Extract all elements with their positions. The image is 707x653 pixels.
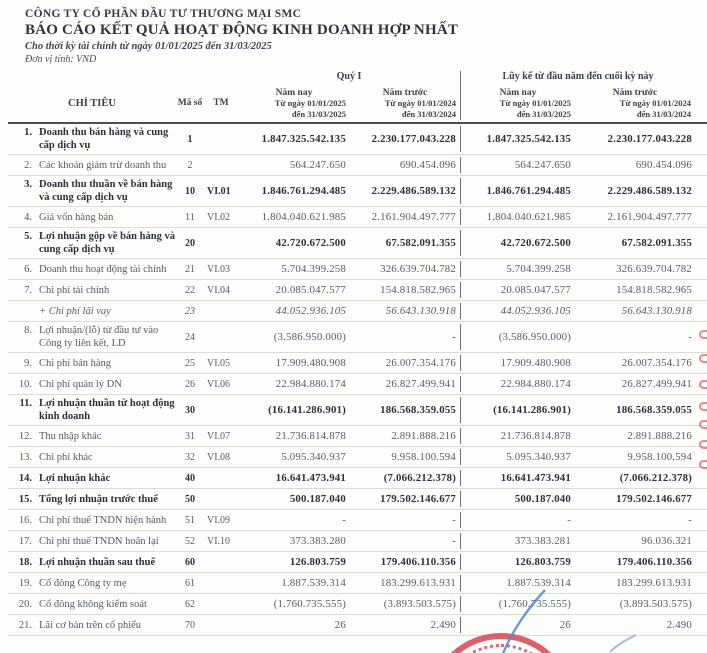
row-ma-so: 60 — [185, 556, 195, 568]
table-row — [8, 573, 707, 594]
row-q1-prior-value: 2.490 — [430, 619, 456, 631]
row-tm-note: VI.09 — [207, 514, 231, 526]
row-tm-note: VI.04 — [207, 284, 231, 296]
row-cum-current-value: 17.909.480.908 — [460, 355, 575, 371]
row-q1-current-value: 44.052.936.105 — [275, 305, 346, 317]
table-row — [8, 374, 707, 395]
row-label: Doanh thu thuần về bán hàng và cung cấp dịch vụ — [39, 179, 173, 203]
report-title: BÁO CÁO KẾT QUẢ HOẠT ĐỘNG KINH DOANH HỢP NHẤT — [25, 22, 459, 38]
red-edge-stamp-fragment — [699, 440, 707, 449]
table-row — [8, 395, 707, 426]
row-q1-prior-value: 67.582.091.355 — [385, 237, 456, 249]
row-label: Tổng lợi nhuận trước thuế — [39, 493, 158, 505]
row-cum-prior-value: 96.036.321 — [641, 535, 692, 547]
row-label-cell — [8, 126, 176, 152]
row-number: 2. — [24, 159, 32, 171]
table-row — [8, 124, 707, 155]
row-q1-current-value: 373.383.280 — [289, 535, 346, 547]
row-ma-so: 61 — [185, 577, 195, 589]
row-cum-prior-value: 2.490 — [666, 619, 692, 631]
row-label-cell — [8, 493, 176, 506]
table-row — [8, 510, 707, 531]
row-q1-current-value: 42.720.672.500 — [275, 237, 346, 249]
row-number: 15. — [18, 493, 32, 505]
pen-stroke-short — [610, 635, 636, 652]
row-q1-current-value: 16.641.473.941 — [275, 472, 346, 484]
row-number: 4. — [24, 211, 32, 223]
table-row — [8, 531, 707, 552]
report-period: Cho thời kỳ tài chính từ ngày 01/01/2025 đến 31/03/2025 — [25, 41, 272, 52]
row-label-cell — [8, 598, 176, 611]
row-q1-current-value: 21.736.814.878 — [275, 430, 346, 442]
row-label-cell — [8, 556, 176, 569]
row-cum-current-value: 126.803.759 — [460, 554, 575, 570]
row-q1-prior-value: 183.299.613.931 — [380, 577, 456, 589]
row-number: 21. — [18, 619, 32, 631]
row-cum-current-value: 16.641.473.941 — [460, 470, 575, 486]
row-number: 17. — [18, 535, 32, 547]
row-cum-current-value: 1.847.325.542.135 — [460, 126, 575, 152]
row-label: Lãi cơ bản trên cổ phiếu — [39, 619, 142, 631]
row-ma-so: 22 — [185, 284, 195, 296]
row-label: Lợi nhuận gộp về bán hàng và cung cấp dịch vụ — [39, 231, 175, 255]
row-label: Cổ đông Công ty mẹ — [39, 577, 127, 589]
row-cum-prior-value: - — [688, 514, 692, 526]
row-cum-prior-value: 183.299.613.931 — [616, 577, 692, 589]
header-range-prev-line1: Từ ngày 01/01/2024 — [384, 98, 456, 108]
row-tm-note: VI.10 — [207, 535, 231, 547]
row-cum-current-value: 42.720.672.500 — [460, 230, 575, 256]
header-nam-nay: Năm nay — [275, 88, 313, 98]
table-row — [8, 301, 707, 322]
row-q1-current-value: 1.846.761.294.485 — [261, 185, 346, 197]
row-label-cell — [8, 211, 176, 224]
row-label: + Chi phí lãi vay — [39, 305, 111, 317]
row-label-cell — [8, 284, 176, 297]
row-q1-current-value: - — [342, 514, 346, 526]
red-stamp-inner-ring — [439, 644, 563, 653]
row-q1-current-value: 126.803.759 — [289, 556, 346, 568]
row-q1-current-value: (16.141.286.901) — [268, 404, 346, 416]
row-label: Chi phí bán hàng — [39, 357, 112, 369]
row-cum-prior-value: 179.406.110.356 — [616, 556, 692, 568]
row-cum-prior-value: 9.958.100.594 — [627, 451, 692, 463]
table-row — [8, 176, 707, 207]
row-cum-current-value: (1.760.735.555) — [460, 596, 575, 612]
row-number: 18. — [18, 556, 32, 568]
header-nam-truoc: Năm trước — [612, 88, 658, 98]
table-row — [8, 468, 707, 489]
row-cum-prior-value: (3.893.503.575) — [619, 598, 692, 610]
row-label-cell — [8, 577, 176, 590]
red-edge-stamp-fragment — [699, 330, 707, 339]
row-cum-current-value: 500.187.040 — [460, 491, 575, 507]
row-label-cell — [8, 357, 176, 370]
row-ma-so: 26 — [185, 378, 195, 390]
row-q1-prior-value: - — [452, 535, 456, 547]
row-ma-so: 24 — [185, 331, 195, 343]
row-label: Doanh thu hoạt động tài chính — [39, 263, 167, 275]
row-q1-prior-value: 9.958.100.594 — [391, 451, 456, 463]
row-number: 16. — [18, 514, 32, 526]
row-cum-current-value: (16.141.286.901) — [460, 397, 575, 423]
table-row — [8, 353, 707, 374]
header-ma-so: Mã số — [177, 97, 203, 108]
row-cum-current-value: 1.846.761.294.485 — [460, 178, 575, 204]
row-q1-prior-value: 154.818.582.965 — [380, 284, 456, 296]
row-ma-so: 62 — [185, 598, 195, 610]
row-cum-current-value: 1.887.539.314 — [460, 575, 575, 591]
row-cum-current-value: - — [460, 512, 575, 528]
row-tm-note: VI.08 — [207, 451, 231, 463]
row-ma-so: 2 — [187, 159, 193, 171]
row-number: 8. — [24, 325, 32, 336]
header-range-now-line1: Từ ngày 01/01/2025 — [499, 98, 571, 108]
row-q1-current-value: (3.586.950.000) — [273, 331, 346, 343]
row-tm-note: VI.05 — [207, 357, 231, 369]
row-q1-prior-value: - — [452, 514, 456, 526]
row-label: Chi phí khác — [39, 451, 93, 463]
row-label-cell — [8, 472, 176, 485]
row-label: Chi phí thuế TNDN hoãn lại — [39, 535, 159, 547]
row-q1-current-value: (1.760.735.555) — [273, 598, 346, 610]
row-cum-current-value: 5.095.340.937 — [460, 449, 575, 465]
row-label: Cổ đông không kiểm soát — [39, 598, 147, 610]
row-q1-prior-value: 56.643.130.918 — [385, 305, 456, 317]
row-ma-so: 52 — [185, 535, 195, 547]
row-q1-current-value: 17.909.480.908 — [275, 357, 346, 369]
row-number: 20. — [18, 598, 32, 610]
currency-unit: Đơn vị tính: VND — [25, 54, 97, 65]
row-cum-current-value: 21.736.814.878 — [460, 428, 575, 444]
header-chi-tieu: CHỈ TIÊU — [68, 97, 116, 109]
row-number: 5. — [24, 231, 32, 242]
table-body — [8, 124, 707, 636]
row-q1-current-value: 5.095.340.937 — [281, 451, 346, 463]
row-label-cell — [8, 230, 176, 256]
row-ma-so: 31 — [185, 430, 195, 442]
table-row — [8, 259, 707, 280]
row-ma-so: 70 — [185, 619, 195, 631]
table-row — [8, 228, 707, 259]
row-label: Chi phí thuế TNDN hiện hành — [39, 514, 167, 526]
row-label: Các khoản giảm trừ doanh thu — [39, 159, 167, 171]
table-row — [8, 207, 707, 228]
row-cum-current-value: 1.804.040.621.985 — [460, 209, 575, 225]
row-ma-so: 1 — [187, 133, 193, 145]
row-number: 1. — [24, 127, 32, 138]
row-q1-prior-value: (3.893.503.575) — [383, 598, 456, 610]
row-label: Lợi nhuận thuần từ hoạt động kinh doanh — [39, 398, 175, 422]
row-q1-prior-value: 179.502.146.677 — [380, 493, 456, 505]
company-name: CÔNG TY CỔ PHẦN ĐẦU TƯ THƯƠNG MẠI SMC — [25, 8, 302, 20]
header-q1-prior-year — [350, 86, 460, 120]
red-edge-stamp-fragment — [699, 460, 707, 469]
row-q1-current-value: 1.804.040.621.985 — [261, 211, 346, 223]
row-number: 10. — [18, 378, 32, 390]
row-number: 9. — [24, 357, 32, 369]
header-nam-nay: Năm nay — [499, 88, 537, 98]
row-q1-prior-value: 179.406.110.356 — [380, 556, 456, 568]
header-nam-truoc: Năm trước — [382, 88, 428, 98]
row-ma-so: 20 — [185, 237, 195, 249]
row-q1-prior-value: - — [452, 331, 456, 343]
row-label-cell — [8, 378, 176, 391]
row-cum-prior-value: 67.582.091.355 — [621, 237, 692, 249]
header-q1-current-year — [238, 86, 350, 120]
row-q1-current-value: 26 — [334, 619, 346, 631]
header-range-prev-line2: đến 31/03/2024 — [401, 109, 456, 119]
row-cum-current-value: 26 — [460, 617, 575, 633]
row-label-cell — [8, 619, 176, 632]
row-label-cell — [8, 324, 176, 350]
row-tm-note: VI.02 — [207, 211, 231, 223]
row-q1-current-value: 5.704.399.258 — [281, 263, 346, 275]
header-group-cumulative: Lũy kế từ đầu năm đến cuối kỳ này — [460, 71, 695, 86]
row-cum-current-value: 20.085.047.577 — [460, 282, 575, 298]
row-cum-prior-value: - — [688, 331, 692, 343]
row-cum-prior-value: 186.568.359.055 — [616, 404, 692, 416]
row-label: Lợi nhuận/(lỗ) từ đầu tư vào Công ty liên kết, LD — [39, 325, 159, 349]
red-edge-stamp-fragment — [699, 380, 707, 389]
row-q1-prior-value: 186.568.359.055 — [380, 404, 456, 416]
row-cum-current-value: 44.052.936.105 — [460, 303, 575, 319]
row-label: Lợi nhuận thuần sau thuế — [39, 556, 156, 568]
row-number: 13. — [18, 451, 32, 463]
row-label-cell — [8, 159, 176, 172]
row-label-cell — [8, 535, 176, 548]
header-range-prev-line1: Từ ngày 01/01/2024 — [619, 98, 691, 108]
row-tm-note: VI.06 — [207, 378, 231, 390]
row-cum-prior-value: 179.502.146.677 — [616, 493, 692, 505]
header-tm: TM — [213, 98, 229, 108]
row-number: 19. — [18, 577, 32, 589]
row-ma-so: 51 — [185, 514, 195, 526]
header-cum-current-year — [460, 86, 575, 120]
row-number: 6. — [24, 263, 32, 275]
row-ma-so: 10 — [185, 185, 195, 197]
row-q1-current-value: 22.984.880.174 — [275, 378, 346, 390]
row-ma-so: 40 — [185, 472, 195, 484]
table-row — [8, 280, 707, 301]
row-cum-prior-value: 690.454.096 — [635, 159, 692, 171]
red-edge-stamp-fragment — [699, 354, 707, 363]
row-label: Thu nhập khác — [39, 430, 102, 442]
table-row — [8, 615, 707, 636]
red-edge-stamp-fragment — [699, 402, 707, 411]
row-cum-current-value: 22.984.880.174 — [460, 376, 575, 392]
table-row — [8, 489, 707, 510]
row-label-cell — [8, 397, 176, 423]
row-number: 11. — [19, 398, 32, 409]
document-header — [25, 8, 707, 65]
header-range-prev-line2: đến 31/03/2024 — [636, 109, 691, 119]
row-cum-current-value: (3.586.950.000) — [460, 324, 575, 350]
row-label-cell — [8, 305, 176, 318]
row-cum-prior-value: 56.643.130.918 — [621, 305, 692, 317]
table-row — [8, 322, 707, 353]
row-cum-current-value: 5.704.399.258 — [460, 261, 575, 277]
table-row — [8, 552, 707, 573]
row-label-cell — [8, 430, 176, 443]
row-tm-note: VI.03 — [207, 263, 231, 275]
header-cum-prior-year — [575, 86, 695, 120]
header-range-now-line1: Từ ngày 01/01/2025 — [274, 98, 346, 108]
row-q1-prior-value: 2.161.904.497.777 — [371, 211, 456, 223]
row-tm-note: VI.07 — [207, 430, 231, 442]
row-q1-prior-value: 2.229.486.589.132 — [371, 185, 456, 197]
row-cum-prior-value: 26.827.499.941 — [621, 378, 692, 390]
row-q1-prior-value: 326.639.704.782 — [380, 263, 456, 275]
row-tm-note: VI.01 — [207, 185, 231, 197]
header-range-now-line2: đến 31/03/2025 — [516, 109, 571, 119]
row-label: Giá vốn hàng bán — [39, 211, 114, 223]
row-cum-prior-value: 2.161.904.497.777 — [607, 211, 692, 223]
red-edge-stamp-fragment — [699, 420, 707, 429]
row-label: Doanh thu bán hàng và cung cấp dịch vụ — [39, 127, 169, 151]
red-stamp — [428, 633, 574, 653]
row-ma-so: 23 — [185, 305, 195, 317]
row-ma-so: 30 — [185, 404, 195, 416]
row-cum-prior-value: 2.230.177.043.228 — [607, 133, 692, 145]
row-label-cell — [8, 514, 176, 527]
row-q1-prior-value: 26.007.354.176 — [385, 357, 456, 369]
row-q1-current-value: 500.187.040 — [289, 493, 346, 505]
row-q1-current-value: 1.847.325.542.135 — [261, 133, 346, 145]
row-label: Chi phí tài chính — [39, 284, 110, 296]
row-ma-so: 32 — [185, 451, 195, 463]
row-label: Lợi nhuận khác — [39, 472, 111, 484]
row-cum-prior-value: (7.066.212.378) — [619, 472, 692, 484]
row-number: 7. — [24, 284, 32, 296]
row-cum-current-value: 564.247.650 — [460, 157, 575, 173]
row-q1-current-value: 1.887.539.314 — [281, 577, 346, 589]
row-q1-prior-value: (7.066.212.378) — [383, 472, 456, 484]
row-cum-prior-value: 2.891.888.216 — [627, 430, 692, 442]
row-cum-prior-value: 26.007.354.176 — [621, 357, 692, 369]
table-row — [8, 594, 707, 615]
row-number: 3. — [24, 179, 32, 190]
row-cum-prior-value: 2.229.486.589.132 — [607, 185, 692, 197]
row-q1-prior-value: 26.827.499.941 — [385, 378, 456, 390]
header-group-quarter: Quý I — [336, 71, 362, 82]
row-ma-so: 50 — [185, 493, 195, 505]
row-q1-prior-value: 690.454.096 — [399, 159, 456, 171]
table-row — [8, 426, 707, 447]
row-q1-current-value: 20.085.047.577 — [275, 284, 346, 296]
row-q1-current-value: 564.247.650 — [289, 159, 346, 171]
row-number: 14. — [18, 472, 32, 484]
table-header — [8, 71, 707, 124]
row-number: 12. — [18, 430, 32, 442]
row-label-cell — [8, 263, 176, 276]
row-ma-so: 21 — [185, 263, 195, 275]
row-label-cell — [8, 451, 176, 464]
table-row — [8, 155, 707, 176]
row-ma-so: 11 — [185, 211, 195, 223]
row-cum-prior-value: 326.639.704.782 — [616, 263, 692, 275]
row-label-cell — [8, 178, 176, 204]
row-cum-current-value: 373.383.281 — [460, 533, 575, 549]
row-ma-so: 25 — [185, 357, 195, 369]
row-cum-prior-value: 154.818.582.965 — [616, 284, 692, 296]
row-q1-prior-value: 2.891.888.216 — [391, 430, 456, 442]
header-range-now-line2: đến 31/03/2025 — [291, 109, 346, 119]
row-q1-prior-value: 2.230.177.043.228 — [371, 133, 456, 145]
table-row — [8, 447, 707, 468]
row-label: Chi phí quản lý DN — [39, 378, 122, 390]
